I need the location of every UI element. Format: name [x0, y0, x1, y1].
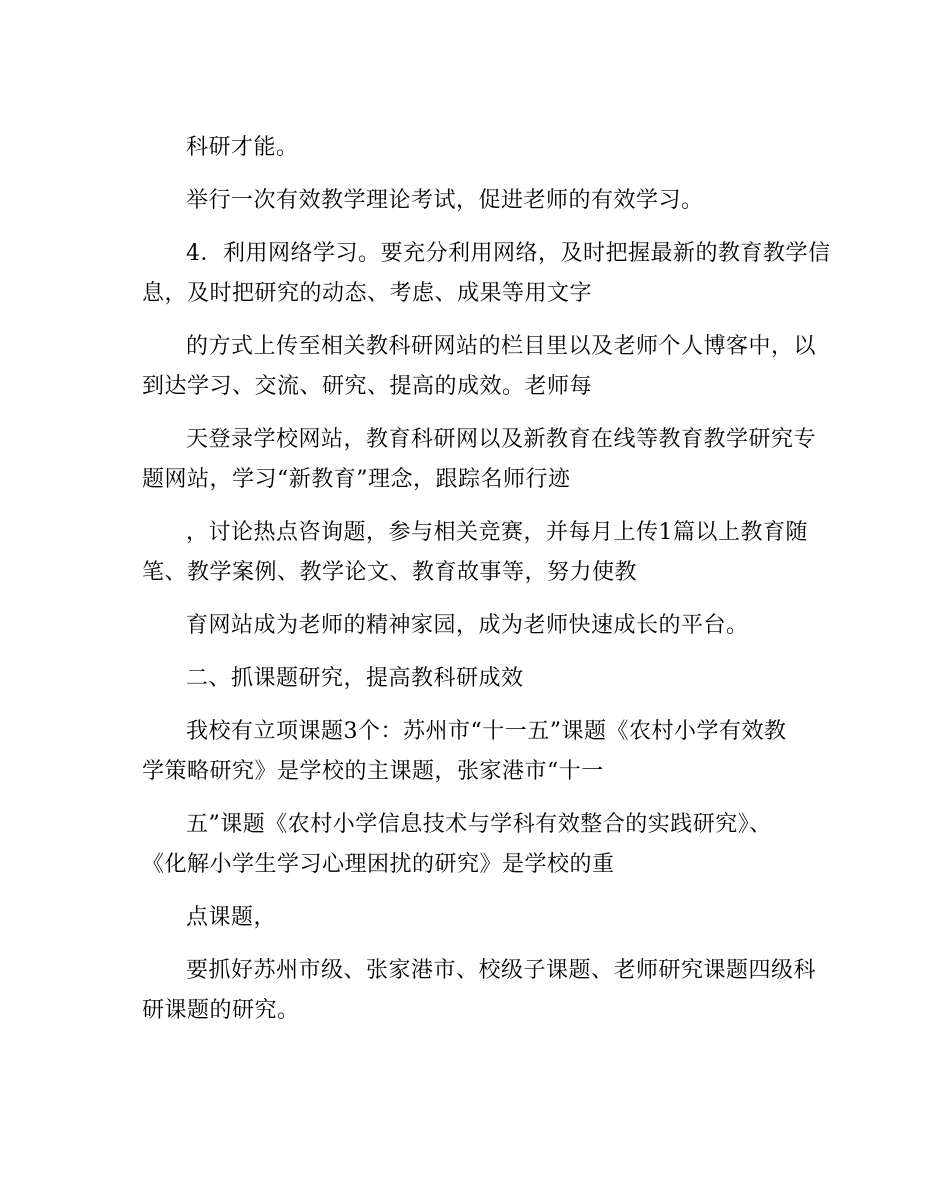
paragraph-line: 学策略研究》是学校的主课题，张家港市“十一: [142, 759, 604, 784]
paragraph-line: 科研才能。: [186, 135, 299, 160]
paragraph-line: 的方式上传至相关教科研网站的栏目里以及老师个人博客中，以: [186, 334, 817, 359]
paragraph-line: 题网站，学习“新教育”理念，跟踪名师行迹: [142, 467, 571, 492]
paragraph-line: 息，及时把研究的动态、考虑、成果等用文字: [142, 281, 593, 306]
paragraph-line: 天登录学校网站，教育科研网以及新教育在线等教育教学研究专: [186, 427, 817, 452]
document-body: [142, 128, 831, 1031]
paragraph-line: 《化解小学生学习心理困扰的研究》是学校的重: [142, 852, 615, 877]
paragraph-line: 4．利用网络学习。要充分利用网络，及时把握最新的教育教学信: [186, 241, 831, 266]
paragraph-line: 育网站成为老师的精神家园，成为老师快速成长的平台。: [186, 613, 749, 638]
paragraph-line: 研课题的研究。: [142, 998, 300, 1023]
paragraph-line: 笔、教学案例、教学论文、教育故事等，努力使教: [142, 560, 638, 585]
paragraph-line: 点课题，: [186, 905, 277, 930]
paragraph-line: 到达学习、交流、研究、提高的成效。老师每: [142, 374, 593, 399]
paragraph-line: 举行一次有效教学理论考试，促进老师的有效学习。: [186, 188, 704, 213]
section-heading: 二、抓课题研究，提高教科研成效: [186, 666, 524, 691]
paragraph-line: 我校有立项课题3个：苏州市“十一五”课题《农村小学有效教: [186, 719, 787, 744]
paragraph-line: 五”课题《农村小学信息技术与学科有效整合的实践研究》、: [186, 812, 772, 837]
paragraph-line: ，讨论热点咨询题，参与相关竞赛，并每月上传1篇以上教育随: [186, 520, 808, 545]
paragraph-line: 要抓好苏州市级、张家港市、校级子课题、老师研究课题四级科: [186, 958, 817, 983]
